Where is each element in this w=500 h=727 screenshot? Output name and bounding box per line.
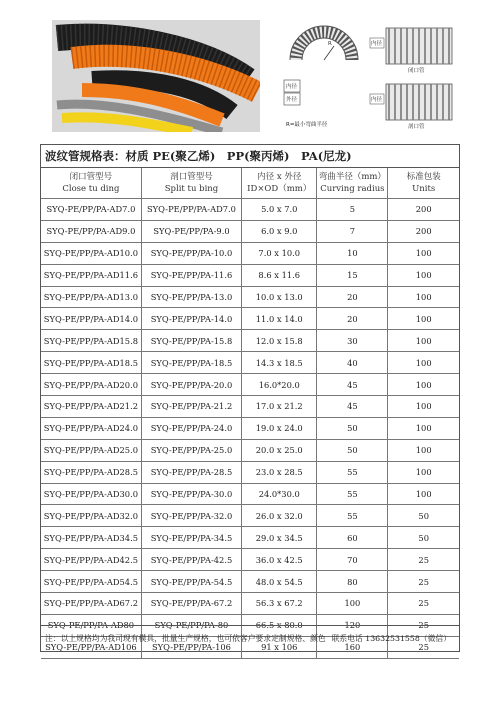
size-cell: 20.0 x 25.0: [242, 439, 317, 461]
units-cell: 100: [388, 461, 459, 483]
column-header-radius: 弯曲半径（mm） Curving radius: [317, 168, 388, 199]
radius-cell: 20: [317, 308, 388, 330]
units-cell: 50: [388, 527, 459, 549]
closed-model-cell: SYQ-PE/PP/PA-AD13.0: [41, 286, 141, 308]
radius-line: [324, 46, 334, 60]
closed-model-cell: SYQ-PE/PP/PA-AD42.5: [41, 549, 141, 571]
size-cell: 5.0 x 7.0: [242, 199, 317, 221]
radius-cell: 20: [317, 286, 388, 308]
size-cell: 24.0*30.0: [242, 483, 317, 505]
closed-model-cell: SYQ-PE/PP/PA-AD21.2: [41, 396, 141, 418]
closed-tube-section: [370, 28, 452, 74]
radius-cell: 55: [317, 505, 388, 527]
closed-model-cell: SYQ-PE/PP/PA-AD32.0: [41, 505, 141, 527]
units-cell: 100: [388, 330, 459, 352]
split-tube-caption: 剖口管: [408, 124, 425, 130]
closed-model-cell: SYQ-PE/PP/PA-AD14.0: [41, 308, 141, 330]
units-cell: 25: [388, 636, 459, 658]
table-row: [41, 286, 459, 308]
closed-model-cell: SYQ-PE/PP/PA-AD11.6: [41, 264, 141, 286]
units-cell: 50: [388, 505, 459, 527]
table-row: [41, 549, 459, 571]
split-model-cell: SYQ-PE/PP/PA-80: [141, 614, 241, 636]
split-model-cell: SYQ-PE/PP/PA-10.0: [141, 242, 241, 264]
size-cell: 23.0 x 28.5: [242, 461, 317, 483]
outer-diameter-label: 外径: [286, 97, 298, 103]
table-row: [41, 264, 459, 286]
table-row: [41, 242, 459, 264]
units-cell: 100: [388, 374, 459, 396]
column-header-split: 剖口管型号 Split tu bing: [141, 168, 241, 199]
closed-model-cell: SYQ-PE/PP/PA-AD67.2: [41, 593, 141, 615]
radius-cell: 160: [317, 636, 388, 658]
table-row: [41, 461, 459, 483]
size-cell: 17.0 x 21.2: [242, 396, 317, 418]
split-model-cell: SYQ-PE/PP/PA-28.5: [141, 461, 241, 483]
units-cell: 100: [388, 396, 459, 418]
units-cell: 25: [388, 614, 459, 636]
size-cell: 36.0 x 42.5: [242, 549, 317, 571]
note-text: 注：以上规格均为我司现有模具，批量生产规格，也可依客户要求定制规格、颜色: [45, 634, 326, 643]
dimension-drawing: [268, 20, 460, 132]
table-row: [41, 571, 459, 593]
closed-model-cell: SYQ-PE/PP/PA-AD20.0: [41, 374, 141, 396]
column-header-units: 标准包装 Units: [388, 168, 459, 199]
radius-cell: 7: [317, 220, 388, 242]
column-header-size: 内径 x 外径 ID×OD（mm）: [242, 168, 317, 199]
units-cell: 100: [388, 352, 459, 374]
radius-cell: 55: [317, 461, 388, 483]
split-model-cell: SYQ-PE/PP/PA-42.5: [141, 549, 241, 571]
size-cell: 19.0 x 24.0: [242, 417, 317, 439]
table-row: [41, 439, 459, 461]
table-row: [41, 527, 459, 549]
closed-model-cell: SYQ-PE/PP/PA-AD15.8: [41, 330, 141, 352]
radius-cell: 70: [317, 549, 388, 571]
split-model-cell: SYQ-PE/PP/PA-13.0: [141, 286, 241, 308]
radius-cell: 55: [317, 483, 388, 505]
size-cell: 66.5 x 80.0: [242, 614, 317, 636]
size-cell: 12.0 x 15.8: [242, 330, 317, 352]
closed-model-cell: SYQ-PE/PP/PA-AD18.5: [41, 352, 141, 374]
radius-cell: 15: [317, 264, 388, 286]
split-model-cell: SYQ-PE/PP/PA-30.0: [141, 483, 241, 505]
table-row: [41, 396, 459, 418]
table-row: [41, 374, 459, 396]
contact-phone: 联系电话 13632531558（微信）: [331, 634, 451, 643]
closed-model-cell: SYQ-PE/PP/PA-AD80: [41, 614, 141, 636]
units-cell: 25: [388, 571, 459, 593]
table-row: [41, 330, 459, 352]
split-model-cell: SYQ-PE/PP/PA-18.5: [141, 352, 241, 374]
table-row: [41, 352, 459, 374]
table-body: [41, 199, 459, 659]
radius-mark: R: [328, 41, 332, 47]
split-model-cell: SYQ-PE/PP/PA-32.0: [141, 505, 241, 527]
table-row: [41, 505, 459, 527]
table-row: [41, 417, 459, 439]
size-cell: 10.0 x 13.0: [242, 286, 317, 308]
split-model-cell: SYQ-PE/PP/PA-21.2: [141, 396, 241, 418]
radius-cell: 40: [317, 352, 388, 374]
split-model-cell: SYQ-PE/PP/PA-54.5: [141, 571, 241, 593]
closed-model-cell: SYQ-PE/PP/PA-AD28.5: [41, 461, 141, 483]
units-cell: 100: [388, 286, 459, 308]
split-model-cell: SYQ-PE/PP/PA-106: [141, 636, 241, 658]
size-cell: 56.3 x 67.2: [242, 593, 317, 615]
split-model-cell: SYQ-PE/PP/PA-9.0: [141, 220, 241, 242]
split-model-cell: SYQ-PE/PP/PA-14.0: [141, 308, 241, 330]
radius-cell: 60: [317, 527, 388, 549]
radius-cell: 100: [317, 593, 388, 615]
units-cell: 100: [388, 417, 459, 439]
units-cell: 100: [388, 264, 459, 286]
radius-cell: 50: [317, 439, 388, 461]
units-cell: 100: [388, 308, 459, 330]
spec-title: 波纹管规格表：材质 PE(聚乙烯) PP(聚丙烯) PA(尼龙): [41, 145, 459, 168]
split-model-cell: SYQ-PE/PP/PA-25.0: [141, 439, 241, 461]
closed-model-cell: SYQ-PE/PP/PA-AD106: [41, 636, 141, 658]
size-cell: 16.0*20.0: [242, 374, 317, 396]
table-row: [41, 483, 459, 505]
spec-table: [41, 168, 459, 659]
size-cell: 26.0 x 32.0: [242, 505, 317, 527]
split-inner-label: 内径: [371, 97, 383, 103]
footer-note: [41, 625, 459, 651]
closed-model-cell: SYQ-PE/PP/PA-AD9.0: [41, 220, 141, 242]
radius-cell: 45: [317, 374, 388, 396]
size-cell: 91 x 106: [242, 636, 317, 658]
closed-model-cell: SYQ-PE/PP/PA-AD34.5: [41, 527, 141, 549]
radius-cell: 45: [317, 396, 388, 418]
size-cell: 6.0 x 9.0: [242, 220, 317, 242]
closed-tube-caption: 闭口管: [408, 68, 425, 74]
product-photo: [52, 20, 260, 132]
closed-model-cell: SYQ-PE/PP/PA-AD10.0: [41, 242, 141, 264]
split-model-cell: SYQ-PE/PP/PA-11.6: [141, 264, 241, 286]
units-cell: 200: [388, 220, 459, 242]
radius-cell: 10: [317, 242, 388, 264]
radius-cell: 5: [317, 199, 388, 221]
header-images: [40, 10, 460, 142]
size-cell: 14.3 x 18.5: [242, 352, 317, 374]
split-model-cell: SYQ-PE/PP/PA-34.5: [141, 527, 241, 549]
inner-diameter-label: 内径: [286, 84, 298, 90]
size-cell: 29.0 x 34.5: [242, 527, 317, 549]
table-row: [41, 220, 459, 242]
closed-model-cell: SYQ-PE/PP/PA-AD30.0: [41, 483, 141, 505]
size-cell: 8.6 x 11.6: [242, 264, 317, 286]
closed-model-cell: SYQ-PE/PP/PA-AD7.0: [41, 199, 141, 221]
closed-inner-label: 内径: [371, 41, 383, 47]
radius-cell: 50: [317, 417, 388, 439]
radius-cell: 80: [317, 571, 388, 593]
split-model-cell: SYQ-PE/PP/PA-24.0: [141, 417, 241, 439]
radius-cell: 120: [317, 614, 388, 636]
radius-caption: R=最小弯曲半径: [286, 122, 328, 128]
units-cell: 25: [388, 593, 459, 615]
table-row: [41, 593, 459, 615]
split-model-cell: SYQ-PE/PP/PA-20.0: [141, 374, 241, 396]
column-header-closed: 闭口管型号 Close tu ding: [41, 168, 141, 199]
units-cell: 100: [388, 483, 459, 505]
units-cell: 100: [388, 439, 459, 461]
split-model-cell: SYQ-PE/PP/PA-67.2: [141, 593, 241, 615]
spec-sheet: [40, 144, 460, 652]
table-row: [41, 308, 459, 330]
split-model-cell: SYQ-PE/PP/PA-AD7.0: [141, 199, 241, 221]
units-cell: 200: [388, 199, 459, 221]
closed-model-cell: SYQ-PE/PP/PA-AD24.0: [41, 417, 141, 439]
header-row: [41, 168, 459, 199]
size-cell: 11.0 x 14.0: [242, 308, 317, 330]
closed-model-cell: SYQ-PE/PP/PA-AD25.0: [41, 439, 141, 461]
units-cell: 25: [388, 549, 459, 571]
size-cell: 48.0 x 54.5: [242, 571, 317, 593]
closed-model-cell: SYQ-PE/PP/PA-AD54.5: [41, 571, 141, 593]
radius-cell: 30: [317, 330, 388, 352]
split-tube-section: [370, 84, 452, 130]
units-cell: 100: [388, 242, 459, 264]
split-model-cell: SYQ-PE/PP/PA-15.8: [141, 330, 241, 352]
table-row: [41, 199, 459, 221]
size-cell: 7.0 x 10.0: [242, 242, 317, 264]
